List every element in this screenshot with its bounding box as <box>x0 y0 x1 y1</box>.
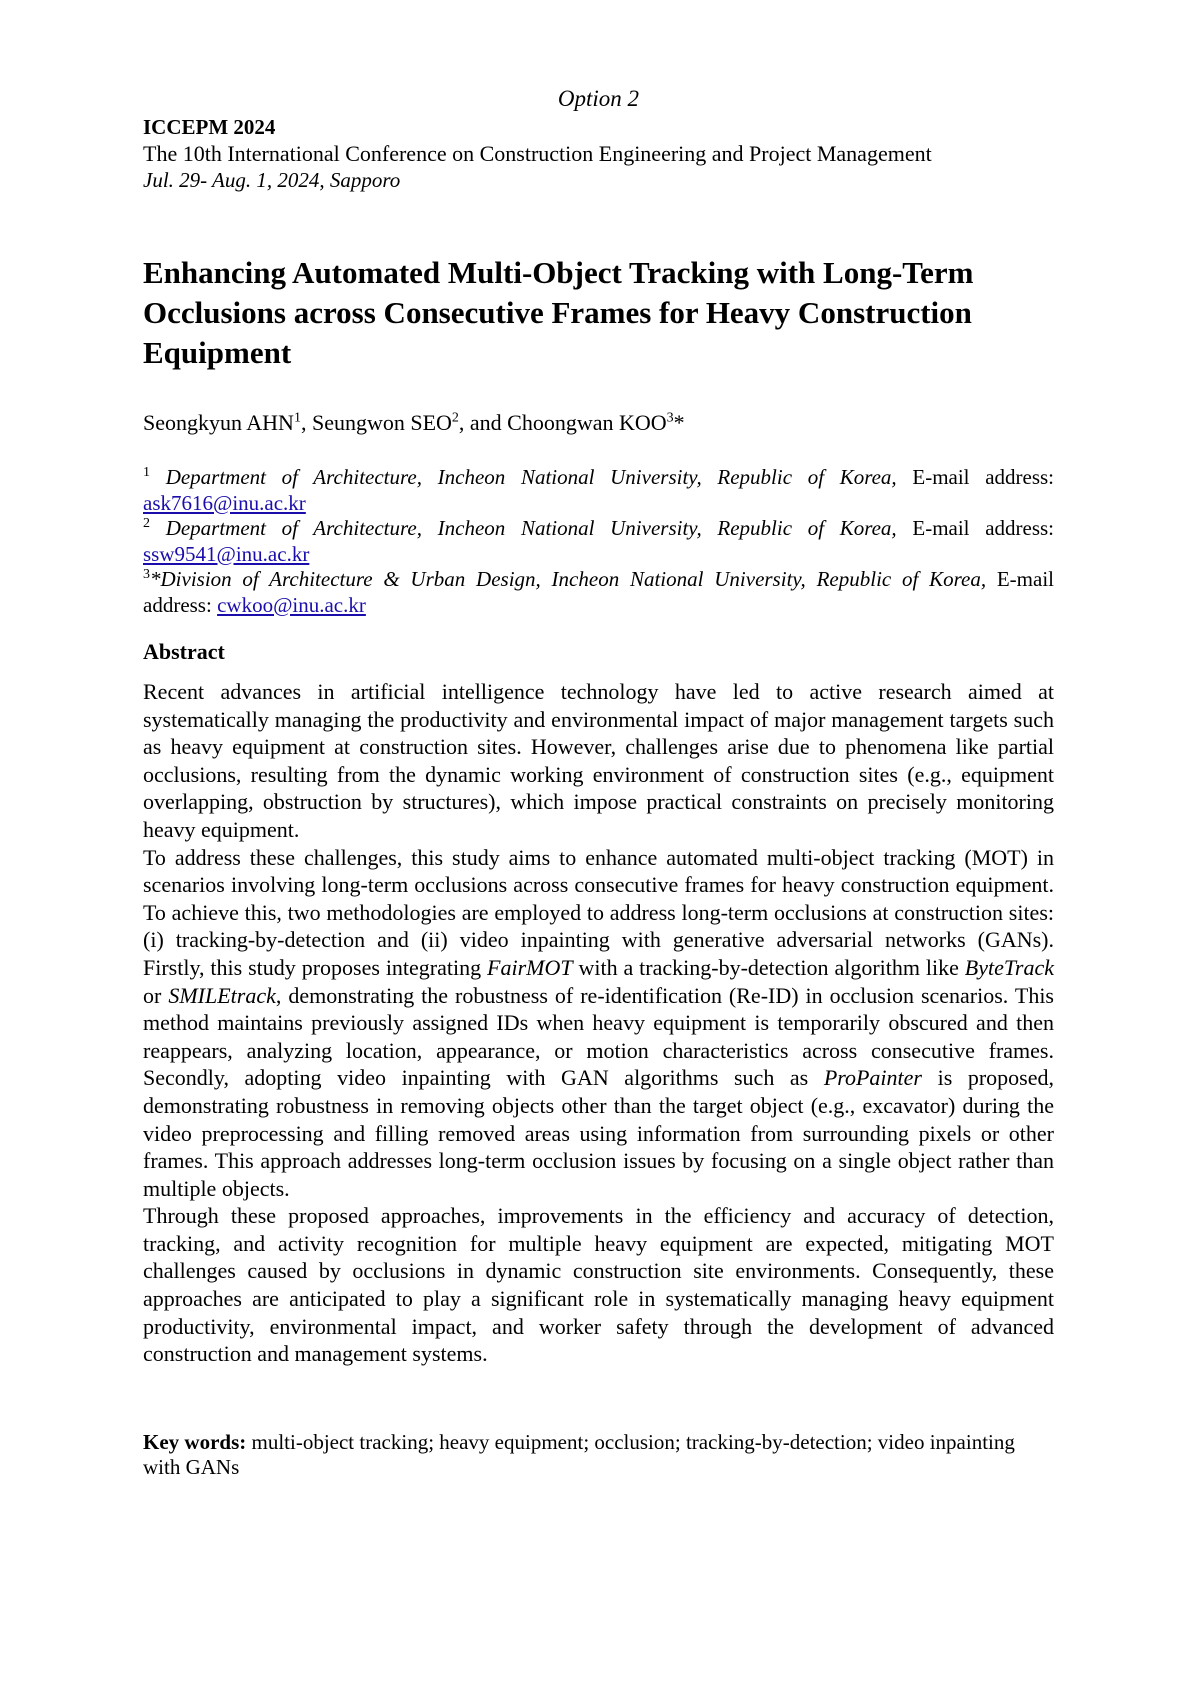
abstract-paragraph-2: To address these challenges, this study aims to enhance automated multi-object tracking (MOT) in scenarios involving long-term occlusions across consecutive frames for heavy construction equipment. To achieve this, two methodologies are employed to address long-term occlusions at construction sites: (i) tracking-by-detection and (ii) video inpainting with generative adversarial networks (GANs). Firstly, this study proposes integrating FairMOT with a tracking-by-detection algorithm like ByteTrack or SMILEtrack, demonstrating the robustness of re-identification (Re-ID) in occlusion scenarios. This method maintains previously assigned IDs when heavy equipment is temporarily obscured and then reappears, analyzing location, appearance, or motion characteristics across consecutive frames. Secondly, adopting video inpainting with GAN algorithms such as ProPainter is proposed, demonstrating robustness in removing objects other than the target object (e.g., excavator) during the video preprocessing and filling removed areas using information from surrounding pixels or other frames. This approach addresses long-term occlusion issues by focusing on a single object rather than multiple objects. <box>143 844 1054 1201</box>
affiliation-2 <box>143 516 1054 567</box>
paper-page <box>143 84 1054 1480</box>
conference-short-name: ICCEPM 2024 <box>143 115 276 139</box>
affiliation-number: 2 <box>143 516 150 531</box>
affiliation-institution: Department of Architecture, Incheon National University, Republic of Korea, <box>165 465 897 489</box>
email-link[interactable]: ssw9541@inu.ac.kr <box>143 541 310 566</box>
abstract-heading: Abstract <box>143 639 225 664</box>
email-label: E-mail address: <box>912 465 1055 489</box>
author-affil-number: 3 <box>666 410 674 426</box>
author-name: Seongkyun AHN <box>143 410 294 435</box>
affiliation-number: 1 <box>143 465 150 480</box>
author-separator: , and <box>458 410 508 435</box>
method-name: ByteTrack <box>964 954 1054 980</box>
affiliation-3 <box>143 567 1054 618</box>
method-name: SMILEtrack <box>168 982 276 1008</box>
keywords-label: Key words: <box>143 1429 247 1454</box>
affiliation-1 <box>143 465 1054 516</box>
affiliation-institution: *Division of Architecture & Urban Design, Incheon National University, Republic of Korea, <box>150 567 987 591</box>
affiliation-list <box>143 465 1054 618</box>
affiliation-institution: Department of Architecture, Incheon National University, Republic of Korea, <box>165 516 897 540</box>
author-affil-number: 2 <box>451 410 459 426</box>
conference-date-location: Jul. 29- Aug. 1, 2024, Sapporo <box>143 168 401 192</box>
option-label: Option 2 <box>557 86 640 111</box>
affiliation-number: 3 <box>143 567 150 582</box>
conference-full-name: The 10th International Conference on Construction Engineering and Project Management <box>143 141 932 166</box>
corresponding-author-mark: * <box>673 410 685 435</box>
abstract-body <box>143 678 1054 1368</box>
email-label: E-mail address: <box>912 516 1055 540</box>
keywords <box>143 1430 1054 1480</box>
email-label: E-mail address: <box>143 567 1055 617</box>
author-name: Seungwon SEO <box>311 410 452 435</box>
paper-title: Enhancing Automated Multi-Object Tracking with Long-Term Occlusions across Consecutive Frames for Heavy Construction Equipment <box>143 255 974 370</box>
author-affil-number: 1 <box>293 410 301 426</box>
email-link[interactable]: cwkoo@inu.ac.kr <box>217 592 366 617</box>
email-link[interactable]: ask7616@inu.ac.kr <box>143 490 306 515</box>
abstract-paragraph-1: Recent advances in artificial intelligence technology have led to active research aimed at systematically managing the productivity and environmental impact of major management targets such as heavy equipment at construction sites. However, challenges arise due to phenomena like partial occlusions, resulting from the dynamic working environment of construction sites (e.g., equipment overlapping, obstruction by structures), which impose practical constraints on precisely monitoring heavy equipment. <box>143 679 1054 842</box>
corresponding-mark: * <box>150 567 161 591</box>
author-list <box>143 409 1054 437</box>
abstract-paragraph-3: Through these proposed approaches, improvements in the efficiency and accuracy of detection, tracking, and activity recognition for multiple heavy equipment are expected, mitigating MOT challenges caused by occlusions in dynamic construction site environments. Consequently, these approaches are anticipated to play a significant role in systematically managing heavy equipment productivity, environmental impact, and worker safety through the development of advanced construction and management systems. <box>143 1203 1054 1367</box>
keywords-text: multi-object tracking; heavy equipment; occlusion; tracking-by-detection; video inpainting with GANs <box>143 1429 1015 1479</box>
author-separator: , <box>300 410 312 435</box>
method-name: FairMOT <box>487 954 573 980</box>
method-name: ProPainter <box>823 1065 922 1091</box>
author-name: Choongwan KOO <box>507 410 667 435</box>
